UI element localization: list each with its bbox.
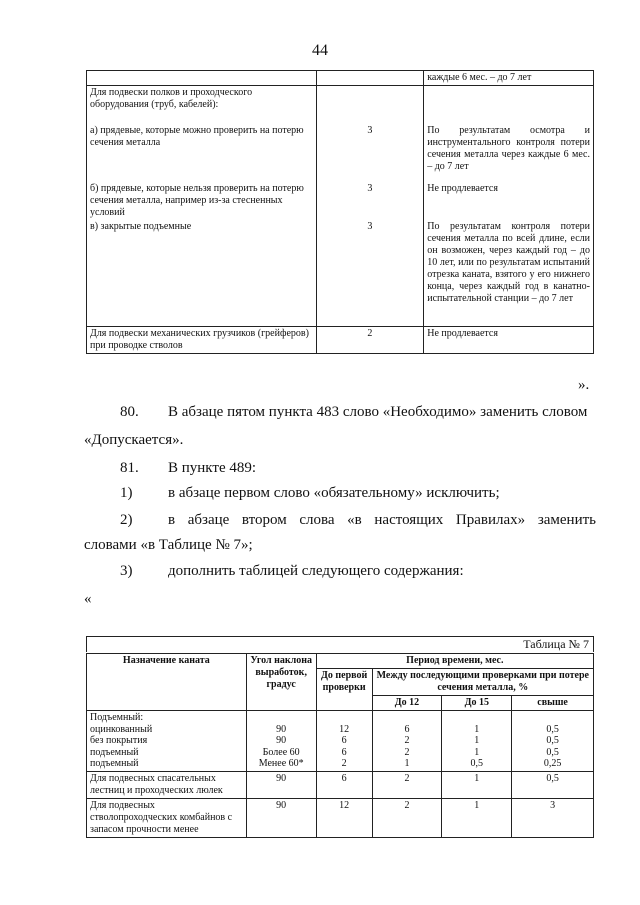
table-row xyxy=(87,771,594,798)
table-header-row xyxy=(87,654,594,669)
cell-value: 1 xyxy=(442,798,512,837)
closing-quote: ». xyxy=(578,377,590,393)
item-1-num: 1) xyxy=(120,485,133,501)
table-row xyxy=(87,798,594,837)
open-quote: « xyxy=(84,591,92,607)
item-2-text-cont: словами «в Таблице № 7»; xyxy=(84,537,253,553)
row-value: 3 xyxy=(367,221,373,232)
table-row xyxy=(87,86,594,327)
row-value: 3 xyxy=(367,183,373,194)
cell-value: 0,5 xyxy=(546,723,559,735)
table-row xyxy=(87,327,594,354)
row-value: 3 xyxy=(367,125,373,136)
group-title: Для подвески полков и проходческого оборудования (труб, кабелей): xyxy=(90,87,253,110)
item-3-text: дополнить таблицей следующего содержания: xyxy=(168,563,464,579)
cell-value: 90 xyxy=(246,771,316,798)
cell-value: 2 xyxy=(372,771,442,798)
cell-value: 90 xyxy=(276,735,287,746)
header-to12: До 12 xyxy=(372,696,442,711)
cell-value: 12 xyxy=(339,723,350,735)
item-1-text: в абзаце первом слово «обязательному» исключить; xyxy=(168,485,500,501)
cell-value: 6 xyxy=(404,723,410,735)
row-name: б) прядевые, которые нельзя проверить на потерю сечения металла, например из-за стесненных условий xyxy=(90,183,304,218)
table-row xyxy=(87,711,594,772)
cell-value: 2 xyxy=(404,735,410,746)
para-81-num: 81. xyxy=(120,460,139,476)
cell-value: 3 xyxy=(512,798,594,837)
row-note: По результатам контроля потери сечения металла по всей длине, если он возможен, через каждый год – до 10 лет, или по результатам испытаний отрезка каната, взятого у его нижнего конца, через каждый год в канатно-испытательной станции – до 7 лет xyxy=(427,221,590,304)
cell-value: 1 xyxy=(474,723,480,735)
cell-label: Для подвесных спасательных лестниц и проходческих люлек xyxy=(87,771,247,798)
cell-value: 1 xyxy=(474,735,480,746)
table-row xyxy=(87,71,594,86)
cell-value: 1 xyxy=(474,746,480,758)
item-2-text: в абзаце втором слова «в настоящих Правилах» заменить xyxy=(168,512,596,528)
para-80-text: В абзаце пятом пункта 483 слово «Необходимо» заменить словом xyxy=(168,404,588,420)
para-80-num: 80. xyxy=(120,404,139,420)
cell-value: 12 xyxy=(316,798,372,837)
row-name: в) закрытые подъемные xyxy=(90,221,192,232)
cell-value: 6 xyxy=(341,746,347,758)
row-note: Не продлевается xyxy=(424,327,594,354)
cell-value: 0,25 xyxy=(543,758,562,769)
header-over: свыше xyxy=(512,696,594,711)
cell-value: 0,5 xyxy=(546,735,559,746)
page-number: 44 xyxy=(312,42,328,59)
cell-value: 0,5 xyxy=(512,771,594,798)
cell-label: подъемный xyxy=(90,758,139,769)
cell-value: 2 xyxy=(372,798,442,837)
header-first: До первой проверки xyxy=(316,669,372,711)
cell-label: оцинкованный xyxy=(90,723,153,735)
para-81-text: В пункте 489: xyxy=(168,460,257,476)
header-period: Период времени, мес. xyxy=(316,654,593,669)
cell-value: Более 60 xyxy=(262,746,300,758)
cell-value: 2 xyxy=(404,746,410,758)
row-note: По результатам осмотра и инструментального контроля потери сечения металла через каждые 6 мес. – до 7 лет xyxy=(427,125,590,172)
table-caption: Таблица № 7 xyxy=(523,637,589,651)
header-purpose: Назначение каната xyxy=(87,654,247,711)
row-note: Не продлевается xyxy=(427,183,498,194)
row-name: а) прядевые, которые можно проверить на потерю сечения металла xyxy=(90,125,304,148)
cell-value: Менее 60* xyxy=(258,758,304,769)
rope-check-table xyxy=(86,653,594,838)
cell-value: 6 xyxy=(316,771,372,798)
item-2-num: 2) xyxy=(120,512,133,528)
table-cell: каждые 6 мес. – до 7 лет xyxy=(424,71,594,86)
header-angle: Угол наклона выработок, градус xyxy=(246,654,316,711)
cell-value: 6 xyxy=(341,735,347,746)
cell-value: 1 xyxy=(442,771,512,798)
cell-value: 0,5 xyxy=(546,746,559,758)
row-name: Для подвески механических грузчиков (грейферов) при проводке стволов xyxy=(87,327,317,354)
cell-value: 2 xyxy=(341,758,347,769)
item-3-num: 3) xyxy=(120,563,133,579)
cell-label: Для подвесных стволопроходческих комбайнов с запасом прочности менее xyxy=(87,798,247,837)
cell-value: 1 xyxy=(404,758,410,769)
cell-value: 90 xyxy=(246,798,316,837)
rope-table-continued xyxy=(86,70,594,354)
cell-label: Подъемный: xyxy=(90,712,144,723)
cell-value: 0,5 xyxy=(470,758,483,769)
row-value: 2 xyxy=(316,327,424,354)
header-between: Между последующими проверками при потере сечения металла, % xyxy=(372,669,593,696)
cell-value: 90 xyxy=(276,723,287,735)
cell-label: подъемный xyxy=(90,746,139,758)
header-to15: До 15 xyxy=(442,696,512,711)
para-80-text-cont: «Допускается». xyxy=(84,432,184,448)
cell-label: без покрытия xyxy=(90,735,148,746)
